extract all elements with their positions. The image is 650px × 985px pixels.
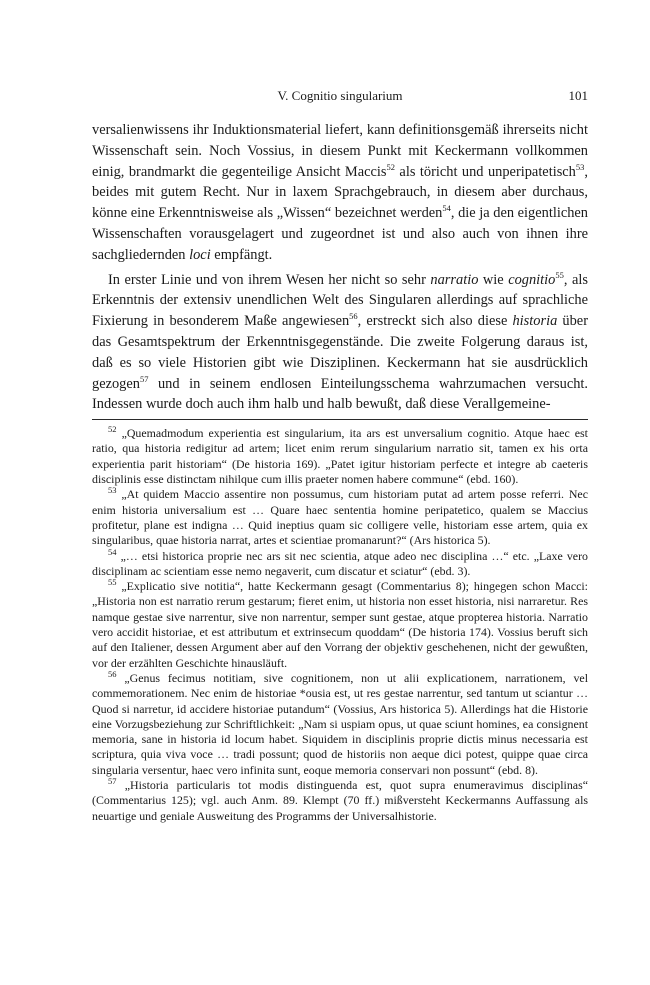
text-run: wie bbox=[478, 271, 509, 288]
footnote-53 bbox=[92, 487, 588, 548]
footnote-ref: 55 bbox=[555, 269, 564, 280]
footnote-number: 57 bbox=[108, 776, 117, 787]
paragraph-1 bbox=[92, 120, 588, 266]
footnote-ref: 54 bbox=[442, 203, 451, 214]
text-run: , erstreckt sich also diese bbox=[357, 313, 513, 330]
text-run: , die ja den eigentlichen Wissenschaften vorausgelagert und zugeordnet ist und also auch von ihnen ihre sachgliedernden bbox=[92, 205, 588, 263]
text-run: In erster Linie und von ihrem Wesen her nicht so sehr bbox=[108, 271, 431, 288]
text-run: über das Gesamtspektrum der Erkenntnisgegenstände. Die zweite Folgerung daraus ist, daß es so viele Historien gibt wie Disziplinen. Keckermann hat sie ausdrücklich gezogen bbox=[92, 313, 588, 392]
italic-term: loci bbox=[189, 246, 211, 263]
footnote-56 bbox=[92, 668, 588, 778]
footnote-52 bbox=[92, 426, 588, 487]
footnote-number: 56 bbox=[108, 668, 117, 679]
italic-term: historia bbox=[512, 313, 558, 330]
footnote-number: 53 bbox=[108, 485, 117, 496]
footnote-57 bbox=[92, 778, 588, 824]
italic-term: cognitio bbox=[508, 271, 556, 288]
text-run: und in seinem endlosen Einteilungsschema wahrzumachen versucht. Indessen wurde doch auch ihm halb und halb bewußt, daß diese Verallgemeine- bbox=[92, 375, 588, 413]
footnote-ref: 56 bbox=[349, 311, 358, 322]
running-header bbox=[92, 88, 588, 108]
footnote-text: „Historia particularis tot modis distinguenda est, quot supra enumeravimus disciplinas“ (Commentarius 125); vgl. auch Anm. 89. Klempt (70 ff.) mißversteht Keckermanns Auffassung als neuartige und geniale Ausweitung des Programms der Universalhistorie. bbox=[92, 777, 588, 823]
footnote-text: „Genus fecimus notitiam, sive cognitionem, non ut alii explicationem, narrationem, vel commemorationem. Nec enim de historiae *ousia est, ut res gestae narrentur, sed tantum ut sciantur … Quod si narretur, id accidere historiae putandum“ (Vossius, Ars historica 5). Allerdings hat die Historie eine Vorzugsbeziehung zur Schriftlichkeit: „Nam si uspiam opus, ut quae sciunt homines, ea consignent memoria, sane in historia id locum habet. Siquidem in disciplinis proprie dictis minus necessaria est scriptura, quia viva voce … tradi possunt; quod de historiis non aeque dici potest, quippe quae circa singularia versentur, haec vero infinita sunt, eoque memoria conservari non possunt“ (ebd. 8). bbox=[92, 670, 588, 777]
paragraph-2 bbox=[92, 270, 588, 416]
text-run: versalienwissens ihr Induktionsmaterial liefert, kann definitionsgemäß ihrerseits nicht Wissenschaft sein. Noch Vossius, in diesem Punkt mit Keckermann vollkommen einig, brandmarkt die gegenteilige Ansicht Maccis bbox=[92, 122, 588, 180]
footnote-55 bbox=[92, 579, 588, 671]
text-run: , als Erkenntnis der extensiv unendlichen Welt des Singularen allerdings auf sprachliche Fixierung in besonderem Maße angewiesen bbox=[92, 271, 588, 330]
footnote-number: 52 bbox=[108, 424, 117, 435]
text-run: als töricht und unperipatetisch bbox=[394, 163, 576, 180]
book-page bbox=[92, 88, 588, 824]
footnote-number: 55 bbox=[108, 577, 117, 588]
footnotes-section bbox=[92, 419, 588, 824]
page-number: 101 bbox=[568, 88, 588, 103]
text-run: empfängt. bbox=[210, 246, 273, 263]
footnote-text: „At quidem Maccio assentire non possumus, cum historiam putat ad artem posse referri. Nec enim historia universalium est … Quare haec sententia homine peripatetico, qualem se Maccius profitetur, plane est indigna … Quid ineptius quam sic colligere velle, historiam esse artem, quia ex singularibus, quae historia narrat, artes et scientiae promanarunt?“ (Ars historica 5). bbox=[92, 487, 588, 548]
footnote-ref: 53 bbox=[575, 161, 585, 172]
footnote-text: „Explicatio sive notitia“, hatte Keckermann gesagt (Commentarius 8); hingegen schon Macci: „Historia non est narratio rerum gestarum; fieret enim, ut historia non esset historia, nisi narraretur. Res namque gestae sive narrentur, sive non narrentur, semper sunt gestae, atque propterea historia. Narratio vero accidit historiae, et est attributum et extrinsecum quoddam“ (De historia 174). Vossius beruft sich auf den Italiener, dessen Argument aber auf den Vorrang der objektiv geschehenen, nicht der gewußten, vor der erzählten Geschichte hinausläuft. bbox=[92, 579, 588, 670]
footnote-ref: 52 bbox=[386, 161, 395, 172]
text-run: , beides mit gutem Recht. Nur in laxem Sprachgebrauch, in diesem aber durchaus, könne eine Erkenntnisweise als „Wissen“ bezeichnet werden bbox=[92, 163, 588, 222]
footnote-number: 54 bbox=[108, 546, 117, 557]
footnote-54 bbox=[92, 546, 588, 580]
footnote-ref: 57 bbox=[139, 373, 149, 384]
italic-term: narratio bbox=[430, 271, 479, 288]
main-text bbox=[92, 120, 588, 415]
footnote-text: „Quemadmodum experientia est singularium, ita ars est unversalium cognitio. Atque haec est ratio, qua historia redigitur ad artem; licet enim rerum singularium narratio sit, tamen ex his orta experientia parit historiam“ (De historia 169). „Patet igitur historiam perfecte et integre ab caeteris disciplinis esse distinctam nihilque cum illis praeter nomen habere commune“ (ebd. 160). bbox=[92, 426, 588, 487]
footnote-text: „… etsi historica proprie nec ars sit nec scientia, atque adeo nec disciplina …“ etc. „Laxe vero disciplinam ac scientiam esse nemo negaverit, cum discatur et sciatur“ (ebd. 3). bbox=[92, 548, 588, 578]
chapter-title: V. Cognitio singularium bbox=[277, 88, 403, 103]
